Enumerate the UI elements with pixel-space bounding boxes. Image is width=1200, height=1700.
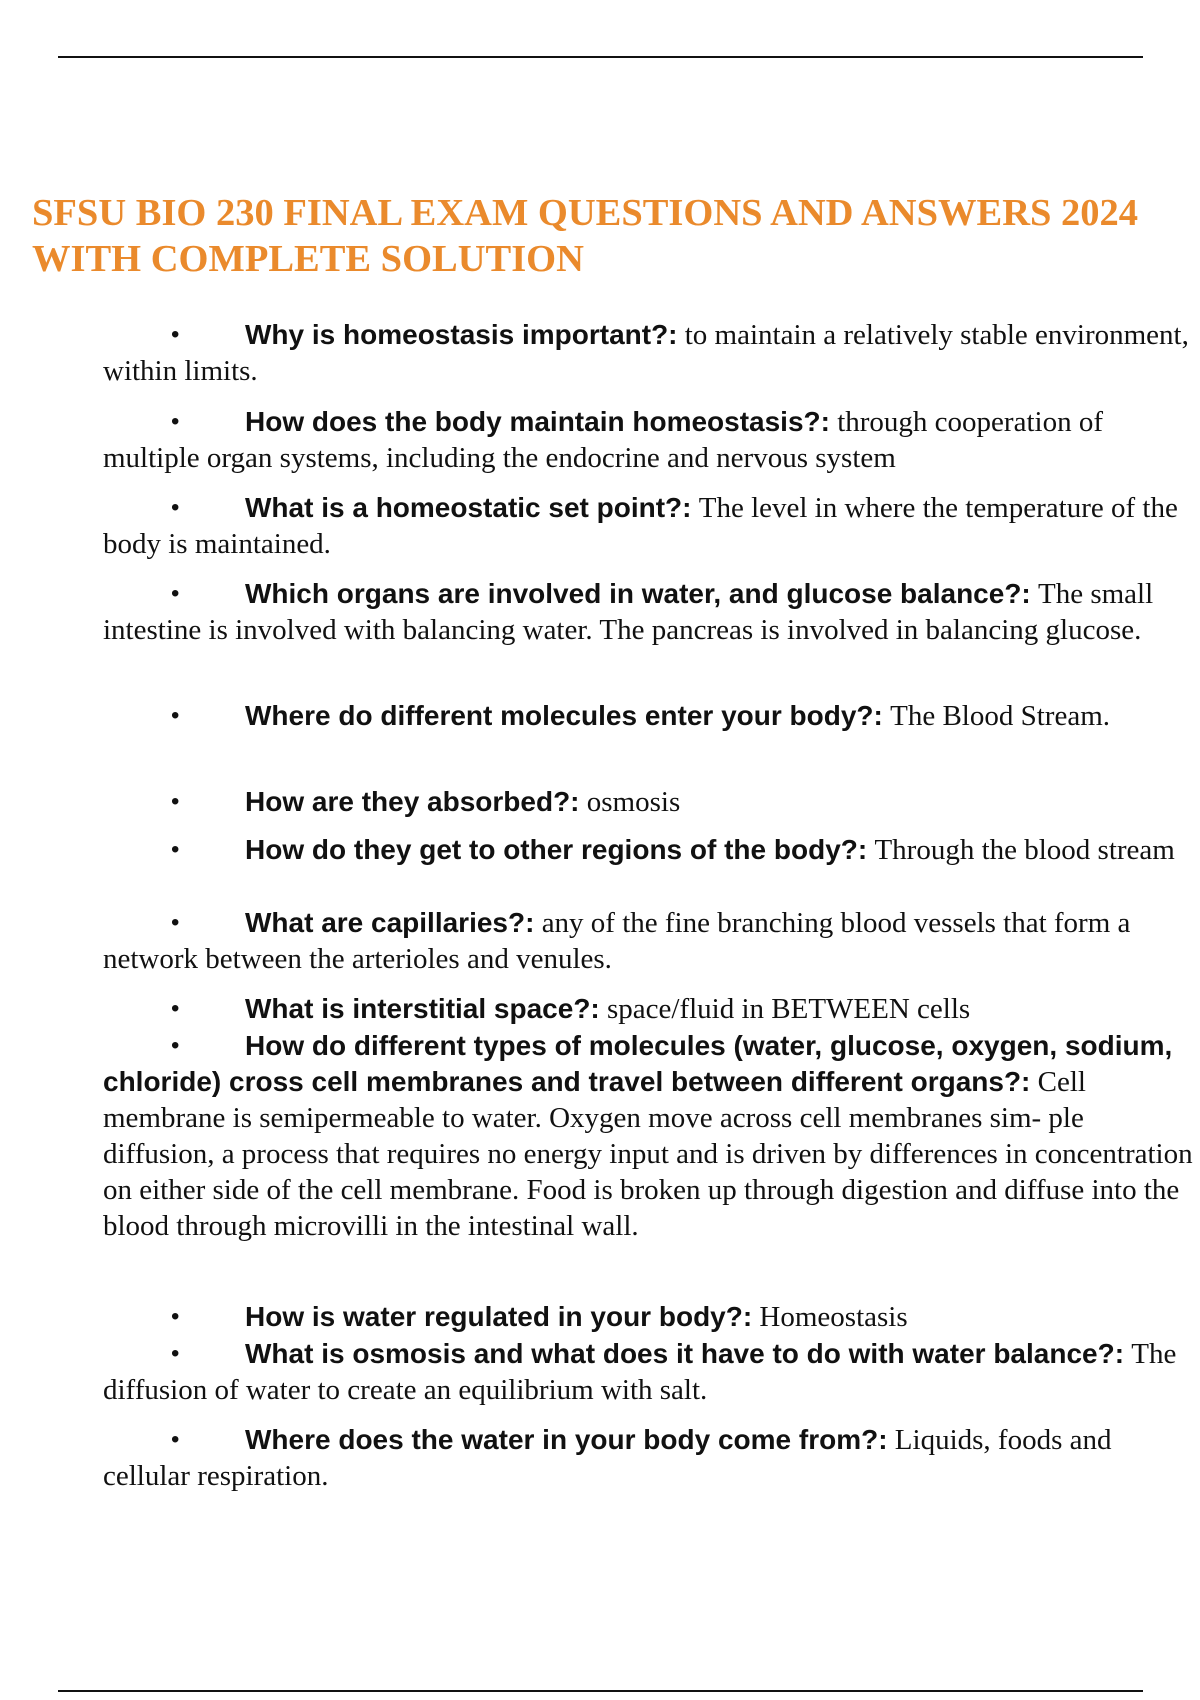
bottom-rule — [58, 1690, 1143, 1692]
qa-item — [103, 1299, 1198, 1335]
question-text: How does the body maintain homeostasis?: — [245, 406, 830, 437]
bullet-icon: • — [171, 909, 180, 936]
qa-item — [103, 1336, 1198, 1408]
question-text: How are they absorbed?: — [245, 786, 580, 817]
question-text: What is osmosis and what does it have to do with water balance?: — [245, 1338, 1125, 1369]
answer-text: to maintain a relatively stable environment, within limits. — [103, 319, 1189, 387]
answer-text: Liquids, foods and cellular respiration. — [103, 1424, 1112, 1492]
bullet-icon: • — [171, 1340, 180, 1367]
bullet-icon: • — [171, 408, 180, 435]
question-text: Which organs are involved in water, and glucose balance?: — [245, 578, 1031, 609]
bullet-icon: • — [171, 494, 180, 521]
answer-text: space/fluid in BETWEEN cells — [607, 993, 971, 1025]
qa-item — [103, 1422, 1198, 1494]
question-text: What is interstitial space?: — [245, 993, 600, 1024]
bullet-icon: • — [171, 1426, 180, 1453]
answer-text: osmosis — [586, 786, 681, 818]
question-text: What is a homeostatic set point?: — [245, 492, 692, 523]
question-text: How is water regulated in your body?: — [245, 1301, 753, 1332]
qa-item — [103, 905, 1198, 977]
bullet-icon: • — [171, 321, 180, 348]
qa-item — [103, 784, 1198, 820]
answer-text: through cooperation of multiple organ systems, including the endocrine and nervous system — [103, 406, 1103, 474]
bullet-icon: • — [171, 580, 180, 607]
question-text: What are capillaries?: — [245, 907, 535, 938]
bullet-icon: • — [171, 788, 180, 815]
bullet-icon: • — [171, 1303, 180, 1330]
qa-item — [103, 317, 1198, 389]
question-text: Where does the water in your body come from?: — [245, 1424, 888, 1455]
answer-text: Cell membrane is semipermeable to water. Oxygen move across cell membranes sim- ple diffusion, a process that requires no energy input and is driven by differences in concentration on either side of the cell membrane. Food is broken up through digestion and diffuse into the blood through microvilli in the intestinal wall. — [103, 1066, 1193, 1242]
bullet-icon: • — [171, 836, 180, 863]
qa-item — [103, 832, 1198, 868]
qa-item — [103, 1028, 1198, 1244]
qa-item — [103, 404, 1198, 476]
answer-text: The diffusion of water to create an equilibrium with salt. — [103, 1338, 1177, 1406]
question-text: How do they get to other regions of the body?: — [245, 834, 868, 865]
question-text: Why is homeostasis important?: — [245, 319, 678, 350]
qa-item — [103, 576, 1198, 648]
question-text: How do different types of molecules (water, glucose, oxygen, sodium, chloride) cross cell membranes and travel between different organs?: — [103, 1030, 1173, 1097]
qa-item — [103, 698, 1198, 734]
answer-text: any of the fine branching blood vessels that form a network between the arterioles and venules. — [103, 907, 1131, 975]
answer-text: Through the blood stream — [874, 834, 1175, 866]
bullet-icon: • — [171, 1032, 180, 1059]
document-title: SFSU BIO 230 FINAL EXAM QUESTIONS AND ANSWERS 2024 WITH COMPLETE SOLUTION — [32, 192, 1139, 280]
answer-text: Homeostasis — [759, 1301, 908, 1333]
answer-text: The small intestine is involved with balancing water. The pancreas is involved in balancing glucose. — [103, 578, 1154, 646]
qa-item — [103, 991, 1198, 1027]
qa-item — [103, 490, 1198, 562]
answer-text: The level in where the temperature of the body is maintained. — [103, 492, 1178, 560]
bullet-icon: • — [171, 995, 180, 1022]
question-text: Where do different molecules enter your body?: — [245, 700, 883, 731]
answer-text: The Blood Stream. — [890, 700, 1111, 732]
bullet-icon: • — [171, 702, 180, 729]
